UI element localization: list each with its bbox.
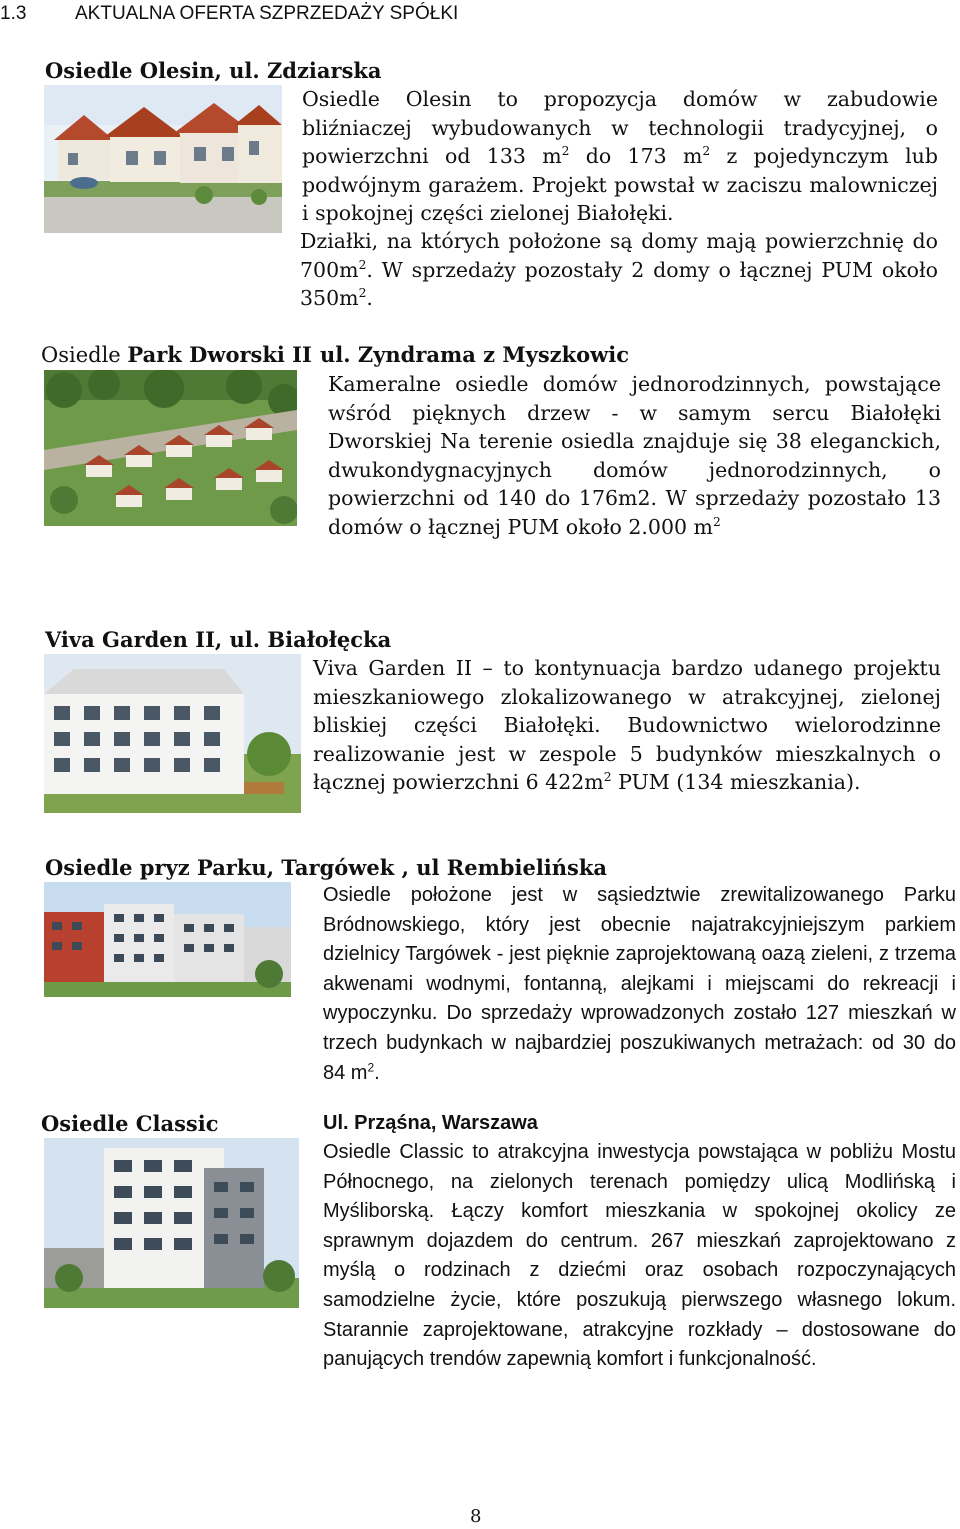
aerial-houses-photo-icon xyxy=(44,370,297,526)
page-number: 8 xyxy=(470,1506,482,1527)
viva-text: PUM (134 mieszkania). xyxy=(611,770,861,794)
classic-heading: Osiedle Classic xyxy=(41,1111,219,1136)
olesin-paragraph-2 xyxy=(300,227,938,313)
park-street: ul. Zyndrama z Myszkowic xyxy=(320,342,629,367)
parku-text: . xyxy=(374,1061,380,1084)
superscript: 2 xyxy=(561,144,570,159)
semi-detached-houses-photo-icon xyxy=(44,85,282,233)
olesin-text: Działki, na których położone są domy mają powierzchnię do 700m xyxy=(300,229,938,282)
olesin-text: . W sprzedaży pozostały 2 domy o łącznej PUM około 350m xyxy=(300,257,938,310)
olesin-heading: Osiedle Olesin, ul. Zdziarska xyxy=(45,58,382,83)
tall-building-photo-icon xyxy=(44,1138,299,1308)
park-heading-prefix: Osiedle xyxy=(41,343,128,367)
classic-paragraph: Osiedle Classic to atrakcyjna inwestycja powstająca w pobliżu Mostu Północnego, na zielonych terenach pomiędzy ulicą Modlińską i Myśliborską. Łączy komfort mieszkania w spokojnej okolicy ze sprawnym dojazdem do centrum. 267 mieszkań zaprojektowano z myślą o rodzinach z dziećmi oraz osobach rozpoczynających samodzielne życie, które poszukują pierwszego własnego lokum. Starannie zaprojektowane, atrakcyjne rozkłady – dostosowane do panujących trendów zapewnią komfort i funkcjonalność. xyxy=(323,1141,956,1371)
park-heading xyxy=(41,342,312,367)
olesin-paragraph-1 xyxy=(302,85,938,228)
superscript: 2 xyxy=(713,514,721,529)
parku-paragraph xyxy=(323,881,956,1088)
superscript: 2 xyxy=(367,1059,375,1074)
olesin-text: Osiedle Olesin to propozycja domów w zabudowie bliźniaczej wybudowanych w technologii tradycyjnej, o powierzchni od 133 m xyxy=(302,87,938,168)
superscript: 2 xyxy=(358,286,367,301)
section-title: AKTUALNA OFERTA SZPRZEDAŻY SPÓŁKI xyxy=(75,3,459,24)
viva-text: Viva Garden II – to kontynuacja bardzo udanego projektu mieszkaniowego zlokalizowanego w atrakcyjnej, zielonej bliskiej części Białołęki. Budownictwo wielorodzinne realizowanie jest w zespole 5 budynków mieszkalnych o łącznej powierzchni 6 422m xyxy=(313,656,941,794)
park-paragraph xyxy=(328,370,941,541)
park-heading-bold: Park Dworski II xyxy=(127,342,312,367)
olesin-text: do 173 m xyxy=(569,144,703,168)
viva-paragraph xyxy=(313,654,941,797)
superscript: 2 xyxy=(603,770,612,785)
parku-text: Osiedle położone jest w sąsiedztwie zrewitalizowanego Parku Bródnowskiego, który jest obecnie najatrakcyjniejszym parkiem dzielnicy Targówek - jest pięknie zaprojektowaną oazą zieleni, z trzema akwenami wodnymi, fontanną, alejkami i miejscami do rekreacji i wypoczynku. Do sprzedaży wprowadzonych zostało 127 mieszkań w trzech budynkach w najbardziej poszukiwanych metrażach: od 30 do 84 m xyxy=(323,884,956,1084)
viva-heading: Viva Garden II, ul. Białołęcka xyxy=(45,627,392,652)
section-number: 1.3 xyxy=(0,3,27,24)
superscript: 2 xyxy=(358,257,367,272)
apartment-building-photo-icon xyxy=(44,654,301,813)
residential-blocks-photo-icon xyxy=(44,882,291,997)
classic-street: Ul. Prząśna, Warszawa xyxy=(323,1112,538,1134)
olesin-text: . xyxy=(366,286,373,310)
park-text: Kameralne osiedle domów jednorodzinnych, powstające wśród pięknych drzew - w samym sercu Białołęki Dworskiej Na terenie osiedla znajduje się 38 eleganckich, dwukondygnacyjnych domów jednorodzinnych, o powierzchni od 140 do 176m2. W sprzedaży pozostało 13 domów o łącznej PUM około 2.000 m xyxy=(328,372,941,539)
superscript: 2 xyxy=(702,144,711,159)
olesin-text: z pojedynczym lub podwójnym garażem. Projekt powstał w zaciszu malowniczej i spokojnej części zielonej Białołęki. xyxy=(302,144,938,225)
parku-heading: Osiedle pryz Parku, Targówek , ul Rembielińska xyxy=(45,855,608,880)
